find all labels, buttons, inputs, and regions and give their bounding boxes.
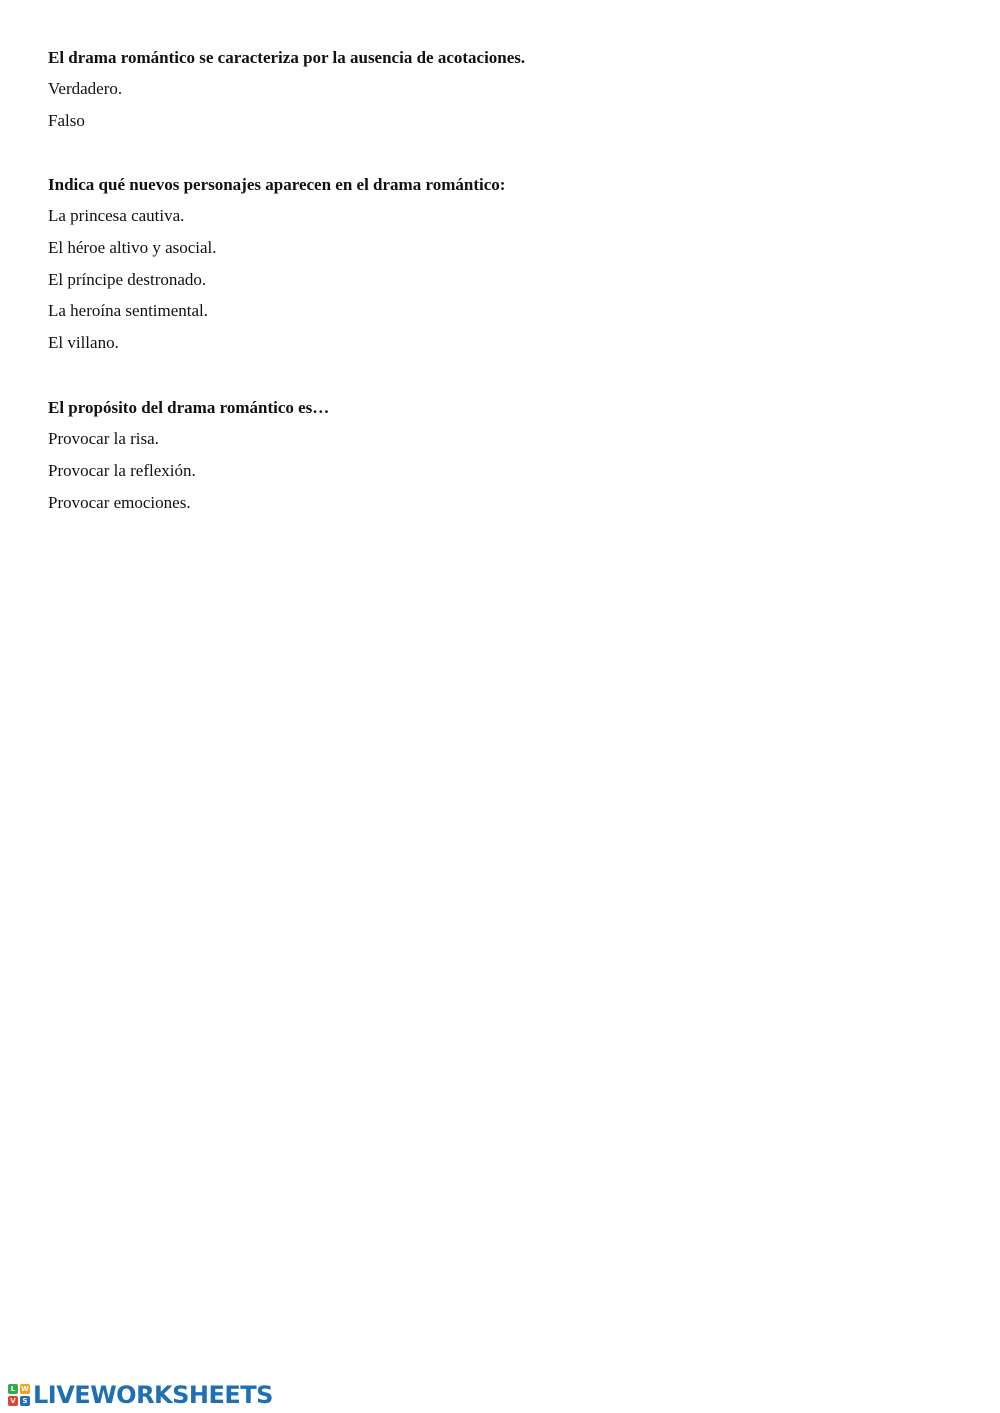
logo-mark-tile: V	[8, 1396, 18, 1406]
question-title: Indica qué nuevos personajes aparecen en el drama romántico:	[48, 175, 506, 194]
question-title: El drama romántico se caracteriza por la ausencia de acotaciones.	[48, 48, 526, 67]
question-title: El propósito del drama romántico es…	[48, 398, 330, 417]
answer-option[interactable]: Provocar la reflexión.	[48, 460, 196, 480]
logo-mark-tile: L	[8, 1384, 18, 1394]
logo-mark-tile: W	[21, 1385, 29, 1393]
question-3	[48, 398, 948, 524]
answer-option[interactable]: El príncipe destronado.	[48, 269, 207, 289]
answer-option[interactable]: Falso	[48, 110, 85, 130]
logo-text: LIVEWORKSHEETS	[33, 1381, 273, 1409]
answer-option[interactable]: El héroe altivo y asocial.	[48, 237, 217, 257]
answer-option[interactable]: La heroína sentimental.	[48, 301, 209, 321]
logo-mark-icon	[8, 1384, 30, 1406]
liveworksheets-logo	[8, 1382, 273, 1408]
answer-option[interactable]: El villano.	[48, 333, 119, 353]
answer-option[interactable]: Verdadero.	[48, 79, 123, 98]
answer-option[interactable]: Provocar la risa.	[48, 429, 159, 448]
question-1	[48, 48, 948, 143]
question-2	[48, 175, 948, 365]
answer-option[interactable]: La princesa cautiva.	[48, 206, 185, 225]
logo-mark-tile: S	[20, 1396, 30, 1406]
answer-option[interactable]: Provocar emociones.	[48, 492, 191, 512]
